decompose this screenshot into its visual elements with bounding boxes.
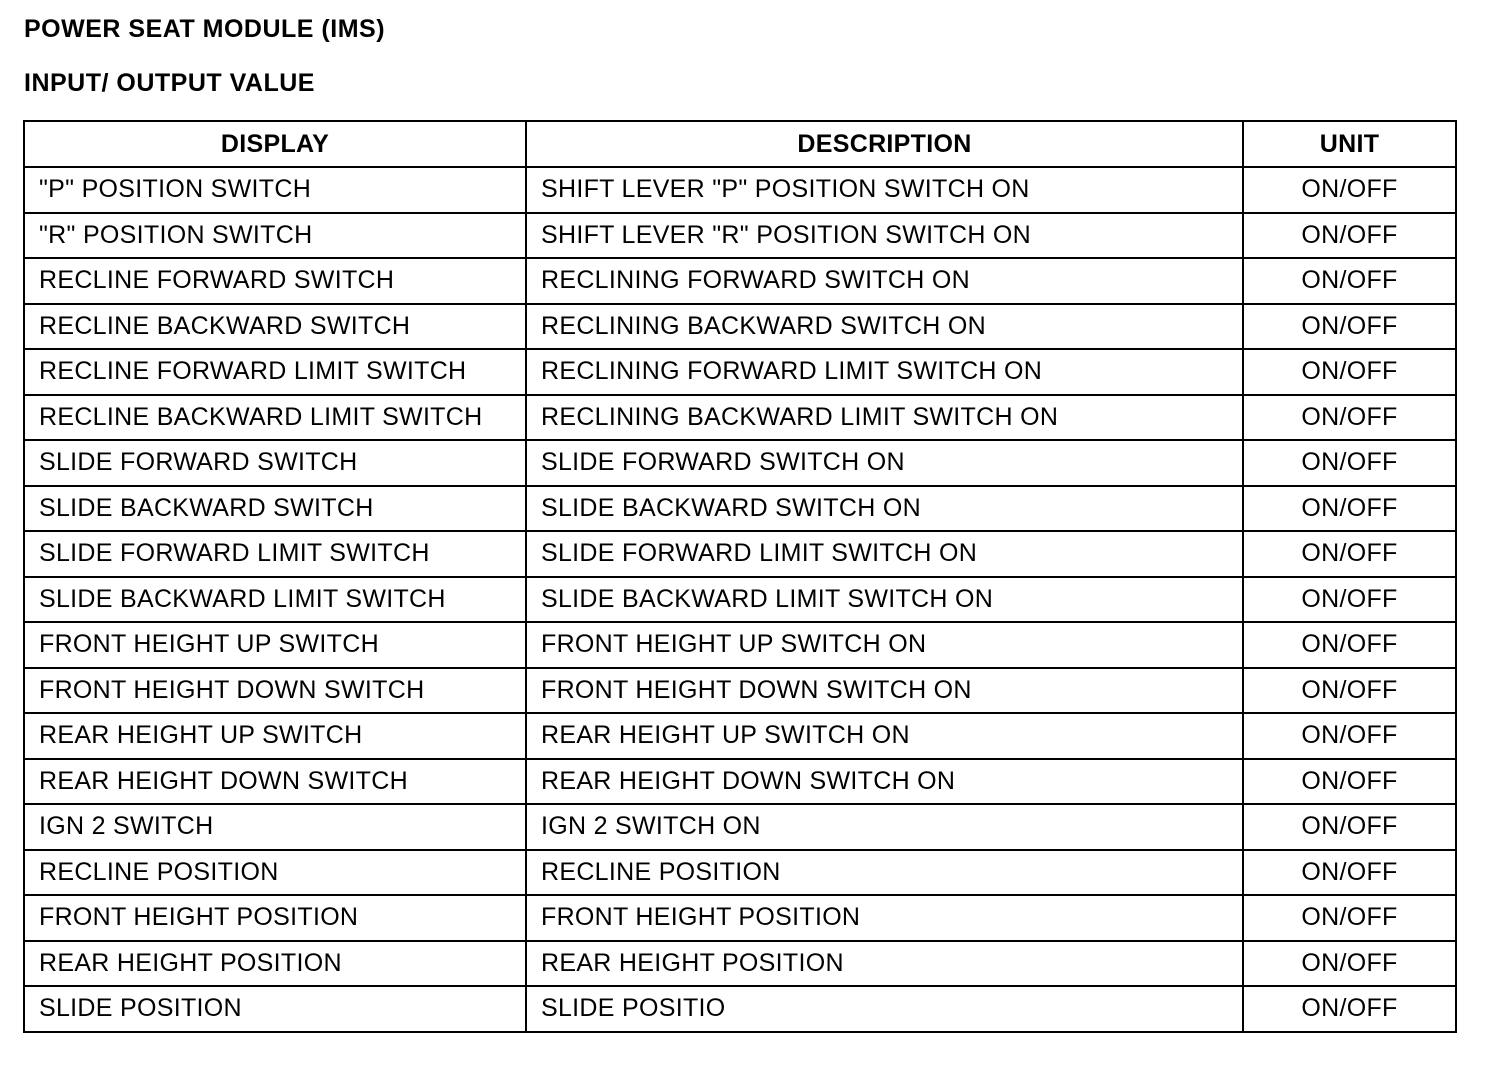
unit-cell: ON/OFF (1243, 941, 1456, 987)
display-cell: RECLINE FORWARD LIMIT SWITCH (24, 349, 526, 395)
unit-cell: ON/OFF (1243, 577, 1456, 623)
desc-cell: RECLINING BACKWARD LIMIT SWITCH ON (526, 395, 1243, 441)
desc-cell: SLIDE BACKWARD SWITCH ON (526, 486, 1243, 532)
unit-cell: ON/OFF (1243, 531, 1456, 577)
header-row (24, 121, 1456, 167)
desc-cell: RECLINING BACKWARD SWITCH ON (526, 304, 1243, 350)
display-cell: REAR HEIGHT UP SWITCH (24, 713, 526, 759)
desc-cell: SHIFT LEVER "R" POSITION SWITCH ON (526, 213, 1243, 259)
table-row (24, 167, 1456, 213)
table-row (24, 668, 1456, 714)
unit-cell: ON/OFF (1243, 213, 1456, 259)
desc-cell: RECLINE POSITION (526, 850, 1243, 896)
desc-cell: FRONT HEIGHT DOWN SWITCH ON (526, 668, 1243, 714)
display-cell: SLIDE POSITION (24, 986, 526, 1032)
unit-cell: ON/OFF (1243, 804, 1456, 850)
io-value-table (23, 120, 1457, 1033)
display-cell: REAR HEIGHT POSITION (24, 941, 526, 987)
display-cell: RECLINE FORWARD SWITCH (24, 258, 526, 304)
unit-cell: ON/OFF (1243, 986, 1456, 1032)
display-cell: "P" POSITION SWITCH (24, 167, 526, 213)
display-cell: SLIDE FORWARD LIMIT SWITCH (24, 531, 526, 577)
display-cell: RECLINE BACKWARD SWITCH (24, 304, 526, 350)
unit-cell: ON/OFF (1243, 395, 1456, 441)
table-row (24, 941, 1456, 987)
desc-cell: REAR HEIGHT DOWN SWITCH ON (526, 759, 1243, 805)
table-row (24, 759, 1456, 805)
table-header (24, 121, 1456, 167)
table-row (24, 713, 1456, 759)
display-cell: RECLINE POSITION (24, 850, 526, 896)
unit-cell: ON/OFF (1243, 759, 1456, 805)
desc-cell: RECLINING FORWARD SWITCH ON (526, 258, 1243, 304)
display-cell: SLIDE FORWARD SWITCH (24, 440, 526, 486)
column-header-description: DESCRIPTION (526, 121, 1243, 167)
document-title: POWER SEAT MODULE (IMS) (24, 15, 386, 43)
display-cell: SLIDE BACKWARD SWITCH (24, 486, 526, 532)
display-cell: "R" POSITION SWITCH (24, 213, 526, 259)
unit-cell: ON/OFF (1243, 850, 1456, 896)
unit-cell: ON/OFF (1243, 713, 1456, 759)
desc-cell: FRONT HEIGHT POSITION (526, 895, 1243, 941)
table-row (24, 304, 1456, 350)
display-cell: FRONT HEIGHT UP SWITCH (24, 622, 526, 668)
column-header-unit: UNIT (1243, 121, 1456, 167)
table-row (24, 804, 1456, 850)
desc-cell: RECLINING FORWARD LIMIT SWITCH ON (526, 349, 1243, 395)
desc-cell: IGN 2 SWITCH ON (526, 804, 1243, 850)
column-header-display: DISPLAY (24, 121, 526, 167)
display-cell: FRONT HEIGHT DOWN SWITCH (24, 668, 526, 714)
table-row (24, 850, 1456, 896)
desc-cell: SHIFT LEVER "P" POSITION SWITCH ON (526, 167, 1243, 213)
desc-cell: SLIDE POSITIO (526, 986, 1243, 1032)
table-body (24, 167, 1456, 1032)
table-row (24, 895, 1456, 941)
table-row (24, 213, 1456, 259)
unit-cell: ON/OFF (1243, 486, 1456, 532)
desc-cell: SLIDE FORWARD SWITCH ON (526, 440, 1243, 486)
display-cell: IGN 2 SWITCH (24, 804, 526, 850)
desc-cell: SLIDE FORWARD LIMIT SWITCH ON (526, 531, 1243, 577)
unit-cell: ON/OFF (1243, 304, 1456, 350)
table-row (24, 986, 1456, 1032)
table-row (24, 622, 1456, 668)
desc-cell: REAR HEIGHT UP SWITCH ON (526, 713, 1243, 759)
desc-cell: REAR HEIGHT POSITION (526, 941, 1243, 987)
table-row (24, 258, 1456, 304)
unit-cell: ON/OFF (1243, 167, 1456, 213)
unit-cell: ON/OFF (1243, 668, 1456, 714)
display-cell: FRONT HEIGHT POSITION (24, 895, 526, 941)
table-row (24, 395, 1456, 441)
desc-cell: FRONT HEIGHT UP SWITCH ON (526, 622, 1243, 668)
display-cell: RECLINE BACKWARD LIMIT SWITCH (24, 395, 526, 441)
display-cell: SLIDE BACKWARD LIMIT SWITCH (24, 577, 526, 623)
table-row (24, 440, 1456, 486)
unit-cell: ON/OFF (1243, 349, 1456, 395)
document-subtitle: INPUT/ OUTPUT VALUE (24, 69, 315, 97)
unit-cell: ON/OFF (1243, 622, 1456, 668)
unit-cell: ON/OFF (1243, 440, 1456, 486)
display-cell: REAR HEIGHT DOWN SWITCH (24, 759, 526, 805)
table-row (24, 349, 1456, 395)
table-row (24, 531, 1456, 577)
unit-cell: ON/OFF (1243, 895, 1456, 941)
table-row (24, 486, 1456, 532)
table-row (24, 577, 1456, 623)
desc-cell: SLIDE BACKWARD LIMIT SWITCH ON (526, 577, 1243, 623)
unit-cell: ON/OFF (1243, 258, 1456, 304)
